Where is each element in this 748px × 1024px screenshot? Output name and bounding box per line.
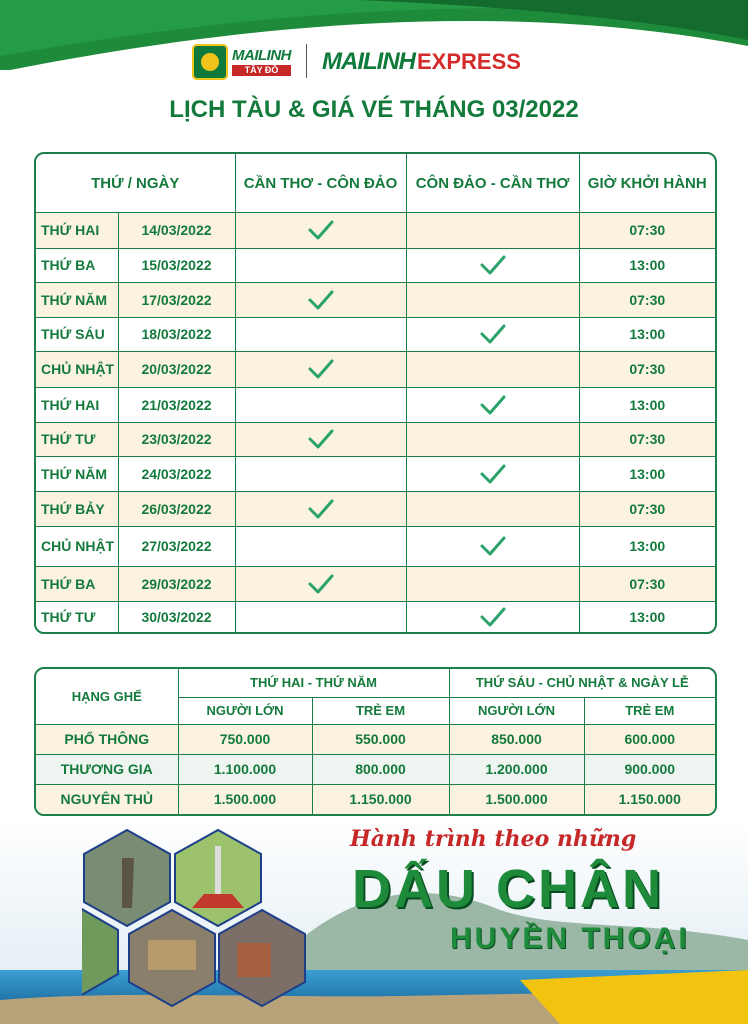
check-icon <box>307 219 335 241</box>
schedule-row <box>36 387 715 422</box>
row-date: 26/03/2022 <box>118 491 235 526</box>
mailinh-taydo-logo <box>192 44 291 80</box>
header-route-1: CẦN THƠ - CÔN ĐẢO <box>235 154 406 213</box>
row-day: CHỦ NHẬT <box>36 526 118 566</box>
fare-p1-adult: 750.000 <box>178 724 312 754</box>
schedule-table <box>34 152 717 634</box>
row-date: 23/03/2022 <box>118 422 235 456</box>
route-2-cell <box>406 491 579 526</box>
route-1-cell <box>235 317 406 351</box>
check-icon <box>307 498 335 520</box>
check-icon <box>479 535 507 557</box>
logo-divider <box>306 44 307 78</box>
gate-photo <box>82 908 118 996</box>
fare-p2-adult: 850.000 <box>449 724 584 754</box>
prison-photo <box>219 910 305 1006</box>
schedule-row <box>36 456 715 491</box>
page-title: LỊCH TÀU & GIÁ VÉ THÁNG 03/2022 <box>169 96 579 123</box>
row-date: 17/03/2022 <box>118 282 235 317</box>
check-icon <box>307 573 335 595</box>
slogan-line-2: DẤU CHÂN <box>352 859 664 919</box>
fare-table <box>34 667 717 816</box>
schedule-row <box>36 566 715 601</box>
route-2-cell <box>406 317 579 351</box>
route-1-cell <box>235 282 406 317</box>
check-icon <box>479 394 507 416</box>
route-1-cell <box>235 422 406 456</box>
mailinh-badge-icon <box>192 44 228 80</box>
route-1-cell <box>235 351 406 387</box>
route-2-cell <box>406 422 579 456</box>
route-1-cell <box>235 566 406 601</box>
row-day: THỨ BẢY <box>36 491 118 526</box>
row-day: THỨ NĂM <box>36 282 118 317</box>
row-date: 21/03/2022 <box>118 387 235 422</box>
row-date: 18/03/2022 <box>118 317 235 351</box>
header-departure: GIỜ KHỞI HÀNH <box>579 154 715 213</box>
row-day: THỨ SÁU <box>36 317 118 351</box>
row-date: 14/03/2022 <box>118 213 235 249</box>
temple-photo <box>129 910 215 1006</box>
row-departure-time: 13:00 <box>579 456 715 491</box>
logo-right-name: MAILINH <box>322 48 415 75</box>
fare-p2-adult: 1.200.000 <box>449 754 584 784</box>
logo-left-sub: TÂY ĐÔ <box>232 65 291 76</box>
row-departure-time: 07:30 <box>579 351 715 387</box>
row-day: THỨ HAI <box>36 387 118 422</box>
header-p2-adult: NGƯỜI LỚN <box>449 697 584 724</box>
row-day: THỨ TƯ <box>36 601 118 632</box>
route-2-cell <box>406 248 579 282</box>
row-day: CHỦ NHẬT <box>36 351 118 387</box>
route-2-cell <box>406 456 579 491</box>
check-icon <box>307 428 335 450</box>
row-day: THỨ TƯ <box>36 422 118 456</box>
mailinh-express-logo <box>322 48 521 76</box>
header-seat-class: HẠNG GHẾ <box>36 669 178 724</box>
route-2-cell <box>406 526 579 566</box>
row-date: 30/03/2022 <box>118 601 235 632</box>
schedule-header-row <box>36 154 715 213</box>
schedule-row <box>36 248 715 282</box>
row-day: THỨ NĂM <box>36 456 118 491</box>
check-icon <box>479 323 507 345</box>
row-date: 15/03/2022 <box>118 248 235 282</box>
header-p1-adult: NGƯỜI LỚN <box>178 697 312 724</box>
route-2-cell <box>406 566 579 601</box>
check-icon <box>479 463 507 485</box>
fare-p1-adult: 1.100.000 <box>178 754 312 784</box>
row-departure-time: 07:30 <box>579 282 715 317</box>
fare-row <box>36 784 715 814</box>
schedule-row <box>36 351 715 387</box>
schedule-row <box>36 317 715 351</box>
fare-p1-child: 1.150.000 <box>312 784 449 814</box>
route-1-cell <box>235 248 406 282</box>
fare-p2-adult: 1.500.000 <box>449 784 584 814</box>
row-departure-time: 13:00 <box>579 387 715 422</box>
row-departure-time: 13:00 <box>579 526 715 566</box>
route-1-cell <box>235 456 406 491</box>
logo-left-name: MAILINH <box>232 47 291 64</box>
fare-class: NGUYÊN THỦ <box>36 784 178 814</box>
row-departure-time: 07:30 <box>579 213 715 249</box>
logo-right-suffix: EXPRESS <box>416 49 521 74</box>
heritage-photos <box>82 828 312 1008</box>
fare-p2-child: 900.000 <box>584 754 715 784</box>
brand-logos <box>0 42 748 86</box>
header-period-2: THỨ SÁU - CHỦ NHẬT & NGÀY LỄ <box>449 669 715 697</box>
monument-photo <box>175 830 261 926</box>
fare-row <box>36 754 715 784</box>
fare-p1-adult: 1.500.000 <box>178 784 312 814</box>
row-departure-time: 13:00 <box>579 248 715 282</box>
row-departure-time: 13:00 <box>579 601 715 632</box>
route-1-cell <box>235 526 406 566</box>
schedule-row <box>36 601 715 632</box>
route-1-cell <box>235 387 406 422</box>
row-day: THỨ HAI <box>36 213 118 249</box>
fare-p2-child: 600.000 <box>584 724 715 754</box>
schedule-row <box>36 422 715 456</box>
fare-header-row <box>36 669 715 697</box>
row-departure-time: 07:30 <box>579 566 715 601</box>
statue-photo <box>84 830 170 926</box>
header-route-2: CÔN ĐẢO - CẦN THƠ <box>406 154 579 213</box>
route-1-cell <box>235 601 406 632</box>
row-departure-time: 07:30 <box>579 491 715 526</box>
header-period-1: THỨ HAI - THỨ NĂM <box>178 669 449 697</box>
route-2-cell <box>406 282 579 317</box>
route-1-cell <box>235 213 406 249</box>
row-departure-time: 07:30 <box>579 422 715 456</box>
route-2-cell <box>406 387 579 422</box>
fare-row <box>36 724 715 754</box>
fare-p1-child: 550.000 <box>312 724 449 754</box>
row-date: 29/03/2022 <box>118 566 235 601</box>
row-date: 20/03/2022 <box>118 351 235 387</box>
route-2-cell <box>406 213 579 249</box>
row-day: THỨ BA <box>36 248 118 282</box>
fare-class: THƯƠNG GIA <box>36 754 178 784</box>
row-day: THỨ BA <box>36 566 118 601</box>
schedule-row <box>36 213 715 249</box>
route-2-cell <box>406 601 579 632</box>
fare-p2-child: 1.150.000 <box>584 784 715 814</box>
schedule-row <box>36 282 715 317</box>
check-icon <box>307 289 335 311</box>
header-p2-child: TRẺ EM <box>584 697 715 724</box>
slogan-line-3: HUYỀN THOẠI <box>450 922 690 955</box>
schedule-row <box>36 526 715 566</box>
schedule-row <box>36 491 715 526</box>
fare-p1-child: 800.000 <box>312 754 449 784</box>
route-1-cell <box>235 491 406 526</box>
row-date: 24/03/2022 <box>118 456 235 491</box>
check-icon <box>479 254 507 276</box>
check-icon <box>307 358 335 380</box>
check-icon <box>479 606 507 628</box>
route-2-cell <box>406 351 579 387</box>
slogan-line-1: Hành trình theo những <box>350 826 637 852</box>
row-date: 27/03/2022 <box>118 526 235 566</box>
header-p1-child: TRẺ EM <box>312 697 449 724</box>
row-departure-time: 13:00 <box>579 317 715 351</box>
fare-class: PHỔ THÔNG <box>36 724 178 754</box>
header-day-date: THỨ / NGÀY <box>36 154 235 213</box>
